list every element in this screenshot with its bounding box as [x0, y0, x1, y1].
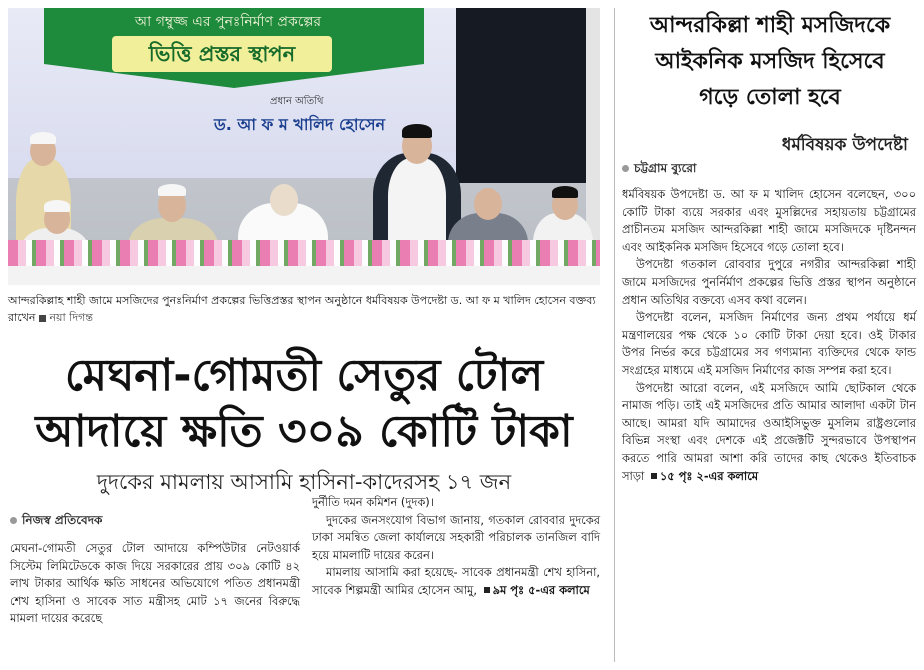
continuation-text: ১৫ পৃঃ ২-এর কলামে	[659, 468, 759, 483]
flower-decoration	[8, 240, 600, 266]
banner-chief-label: প্রধান অতিথি	[270, 96, 324, 107]
right-headline-line2: আইকনিক মসজিদ হিসেবে	[655, 49, 885, 74]
continuation-text: ৯ম পৃঃ ৫-এর কলামে	[492, 582, 590, 597]
paragraph: দুর্নীতি দমন কমিশন (দুদক)।	[312, 495, 434, 509]
right-story-byline	[622, 160, 696, 180]
right-story-body	[622, 186, 916, 485]
photo-caption	[8, 292, 600, 326]
dark-background-panel	[456, 8, 586, 183]
paragraph: দুদকের জনসংযোগ বিভাগ জানায়, গতকাল রোববার দুদকের ঢাকা সমন্বিত জেলা কার্যালয়ে সহকারী পরিচালক তানজিল বাদি হয়ে মামলাটি দায়ের করেন।	[312, 512, 600, 562]
paragraph: মেঘনা-গোমতী সেতুর টোল আদায়ে কম্পিউটার নেটওয়ার্ক সিস্টেম লিমিটেডকে কাজ দিয়ে সরকারের প্রায় ৩০৯ কোটি ৪২ লাখ টাকার আর্থিক ক্ষতি সাধনের অভিযোগে পতিত প্রধানমন্ত্রী শেখ হাসিনা ও সাবেক সাত মন্ত্রীসহ মোট ১৭ জনের বিরুদ্ধে মামলা দায়ের করেছে	[10, 541, 300, 626]
person-cap	[44, 200, 70, 212]
person-head	[270, 184, 298, 216]
paragraph: উপদেষ্টা গতকাল রোববার দুপুরে নগরীর আন্দরকিল্লা শাহী জামে মসজিদের পুনর্নির্মাণ প্রকল্পের ভিত্তি প্রস্তর স্থাপন অনুষ্ঠানে প্রধান অতিথির বক্তব্যে এসব কথা বলেন।	[622, 257, 916, 307]
bullet-dot-icon	[10, 517, 17, 524]
paragraph: ধর্মবিষয়ক উপদেষ্টা ড. আ ফ ম খালিদ হোসেন বলেছেন, ৩০০ কোটি টাকা ব্যয়ে সরকার এবং মুসল্লিদের সহায়তায় চট্টগ্রামের প্রাচীনতম মসজিদ আন্দরকিল্লা শাহী জামে মসজিদকে দৃষ্টিনন্দন এবং আইকনিক মসজিদ হিসেবে গড়ে তোলা হবে।	[622, 187, 916, 254]
paragraph-text: উপদেষ্টা আরো বলেন, এই মসজিদে আমি ছোটকাল থেকে নামাজ পড়ি। তাই এই মসজিদের প্রতি আমার আলাদা একটা টান আছে। আমরা যদি আমাদের ওআইসিভুক্ত মুসলিম রাষ্ট্রগুলোর বিভিন্ন সংস্থা এবং দেশকে এই প্রজেক্টটি সুন্দরভাবে উপস্থাপন করতে পারি আমরা আশা করি তাদের কাছ থেকেও ইতিবাচক সাড়া	[622, 380, 916, 483]
caption-credit: নয়া দিগন্ত	[49, 311, 93, 324]
speaker-shirt	[388, 158, 446, 253]
paragraph-text: মামলায় আসামি করা হয়েছে- সাবেক প্রধানমন্ত্রী শেখ হাসিনা, সাবেক শিল্পমন্ত্রী আমির হোসেন আমু,	[312, 565, 600, 597]
right-headline-line3: গড়ে তোলা হবে	[699, 85, 841, 110]
paragraph	[622, 380, 916, 486]
caption-text: আন্দরকিল্লাহ শাহী জামে মসজিদের পুনঃনির্মাণ প্রকল্পের ভিত্তিপ্রস্তর স্থাপন অনুষ্ঠানে ধর্মবিষয়ক উপদেষ্টা ড. আ ফ ম খালিদ হোসেন বক্তব্য রাখেন	[8, 294, 596, 324]
news-photo	[8, 8, 600, 285]
bullet-dot-icon	[622, 165, 629, 172]
continuation-note	[481, 583, 590, 597]
banner-guest-name: ড. আ ফ ম খালিদ হোসেন	[214, 115, 386, 134]
person-cap	[30, 132, 56, 144]
byline-text: চট্টগ্রাম ব্যুরো	[634, 161, 697, 175]
main-headline-line1: মেঘনা-গোমতী সেতুর টোল	[64, 350, 544, 401]
paragraph: উপদেষ্টা বলেন, মসজিদ নির্মাণের জন্য প্রথম পর্যায়ে ধর্ম মন্ত্রণালয়ের পক্ষ থেকে ১০ কোটি টাকা দেয়া হবে। ওই টাকার উপর নির্ভর করে চট্টগ্রামের সব গণ্যমান্য ব্যক্তিদের থেকে ফান্ড সংগ্রহের মাধ্যমে এই মসজিদ নির্মাণের কাজ সম্পন্ন করা হবে।	[622, 310, 916, 377]
square-bullet-icon	[484, 587, 490, 593]
right-subheadline: ধর্মবিষয়ক উপদেষ্টা	[781, 135, 908, 155]
banner-top-text: আ গম্বুজ্জ এর পুনঃনির্মাণ প্রকল্পের	[134, 14, 322, 30]
person-head	[474, 188, 502, 220]
main-headline-line2: আদায়ে ক্ষতি ৩০৯ কোটি টাকা	[35, 406, 573, 457]
square-bullet-icon	[651, 473, 657, 479]
column-divider	[614, 8, 615, 662]
right-headline-line1: আন্দরকিল্লা শাহী মসজিদকে	[649, 13, 891, 38]
right-headline	[622, 8, 918, 116]
person-cap	[158, 184, 186, 196]
left-story-byline	[10, 512, 102, 532]
left-story-column-2	[312, 494, 600, 600]
person-cap	[552, 186, 578, 198]
left-story-column-1	[10, 540, 300, 628]
byline-text: নিজস্ব প্রতিবেদক	[22, 513, 103, 527]
main-subheadline: দুদকের মামলায় আসামি হাসিনা-কাদেরসহ ১৭ জন	[96, 470, 512, 494]
paragraph	[312, 564, 600, 599]
banner-title: ভিত্তি প্রস্তর স্থাপন	[112, 36, 332, 72]
square-bullet-icon	[39, 315, 46, 322]
continuation-note	[648, 469, 758, 483]
speaker-cap	[402, 124, 432, 138]
